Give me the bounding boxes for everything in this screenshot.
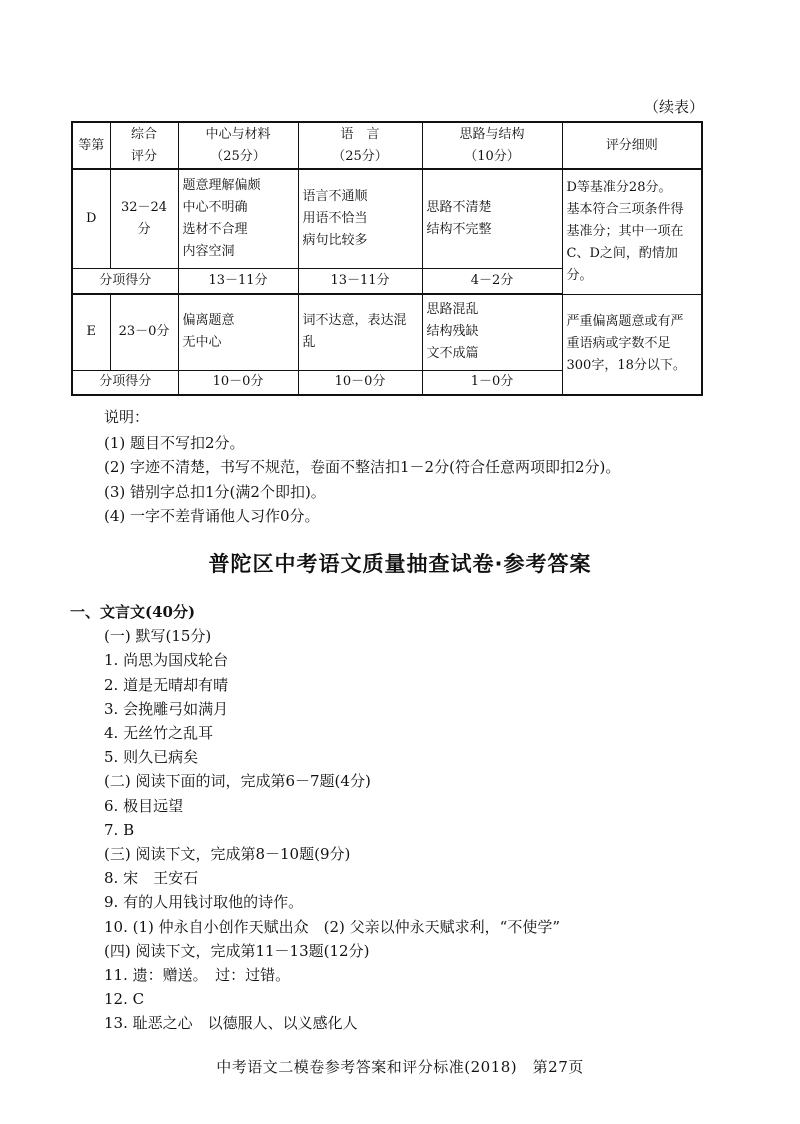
subscore-structure-e: 1－0分 [422, 370, 562, 395]
subscore-content-e: 10－0分 [178, 370, 298, 395]
answer-line: 7. B [104, 820, 135, 839]
header-grade: 等第 [72, 122, 110, 169]
note-item: (2) 字迹不清楚，书写不规范，卷面不整洁扣1－2分(符合任意两项即扣2分)。 [104, 458, 621, 476]
answer-line: 8. 宋 王安石 [104, 869, 199, 888]
structure-d: 思路不清楚 结构不完整 [422, 169, 562, 268]
subscore-language-d: 13－11分 [298, 268, 422, 294]
answer-line: 11. 遗：赠送。 过：过错。 [104, 966, 291, 985]
subscore-label-d: 分项得分 [72, 268, 178, 294]
notes-section [104, 405, 620, 529]
note-item: (3) 错别字总扣1分(满2个即扣)。 [104, 482, 326, 501]
language-e: 词不达意，表达混 乱 [298, 294, 422, 370]
header-language: 语 言 （25分） [298, 122, 422, 169]
notes-heading: 说明： [104, 408, 150, 426]
section-heading: 一、文言文(40分) [70, 603, 196, 621]
content-e: 偏离题意 无中心 [178, 294, 298, 370]
answer-line: 9. 有的人用钱讨取他的诗作。 [104, 893, 304, 912]
answer-line: 4. 无丝竹之乱耳 [104, 724, 214, 743]
answer-line: 5. 则久已病矣 [104, 748, 199, 767]
answers-section [70, 600, 560, 1036]
answer-line: (三) 阅读下文，完成第8－10题(9分) [104, 845, 351, 864]
table-header-row [72, 122, 702, 169]
answer-line: 10. (1) 仲永自小创作天赋出众 (2) 父亲以仲永天赋求利，“不使学” [104, 917, 560, 936]
content-d: 题意理解偏颇 中心不明确 选材不合理 内容空洞 [178, 169, 298, 268]
subscore-content-d: 13－11分 [178, 268, 298, 294]
header-structure: 思路与结构 （10分） [422, 122, 562, 169]
header-content: 中心与材料 （25分） [178, 122, 298, 169]
page-title: 普陀区中考语文质量抽查试卷·参考答案 [208, 552, 592, 576]
answer-line: (四) 阅读下文，完成第11－13题(12分) [104, 941, 370, 960]
answer-line: (二) 阅读下面的词，完成第6－7题(4分) [104, 772, 371, 791]
details-d: D等基准分28分。 基本符合三项条件得 基准分；其中一项在 C、D之间，酌情加分。 [562, 169, 702, 294]
answer-line: 2. 道是无晴却有晴 [104, 675, 229, 694]
table-row-e [72, 294, 702, 370]
subscore-language-e: 10－0分 [298, 370, 422, 395]
answer-line: 1. 尚思为国戍轮台 [104, 651, 229, 670]
header-details: 评分细则 [562, 122, 702, 169]
scoring-table [71, 121, 703, 396]
answer-line: 6. 极目远望 [104, 796, 184, 815]
answer-line: 3. 会挽雕弓如满月 [104, 699, 229, 718]
language-d: 语言不通顺 用语不恰当 病句比较多 [298, 169, 422, 268]
note-item: (1) 题目不写扣2分。 [104, 433, 245, 452]
note-item: (4) 一字不差背诵他人习作0分。 [104, 507, 320, 525]
details-e: 严重偏离题意或有严 重语病或字数不足 300字，18分以下。 [562, 294, 702, 395]
range-d: 32－24分 [110, 169, 178, 268]
header-overall: 综合 评分 [110, 122, 178, 169]
grade-e: E [72, 294, 110, 370]
answer-line: 13. 耻恶之心 以德服人、以义感化人 [104, 1014, 358, 1033]
structure-e: 思路混乱 结构残缺 文不成篇 [422, 294, 562, 370]
range-e: 23－0分 [110, 294, 178, 370]
answer-line: (一) 默写(15分) [104, 627, 212, 646]
continued-label: （续表） [643, 98, 704, 116]
answer-line: 12. C [104, 990, 145, 1009]
subscore-label-e: 分项得分 [72, 370, 178, 395]
page-footer: 中考语文二模卷参考答案和评分标准(2018) 第27页 [216, 1058, 584, 1076]
table-row-d [72, 169, 702, 268]
grade-d: D [72, 169, 110, 268]
subscore-structure-d: 4－2分 [422, 268, 562, 294]
